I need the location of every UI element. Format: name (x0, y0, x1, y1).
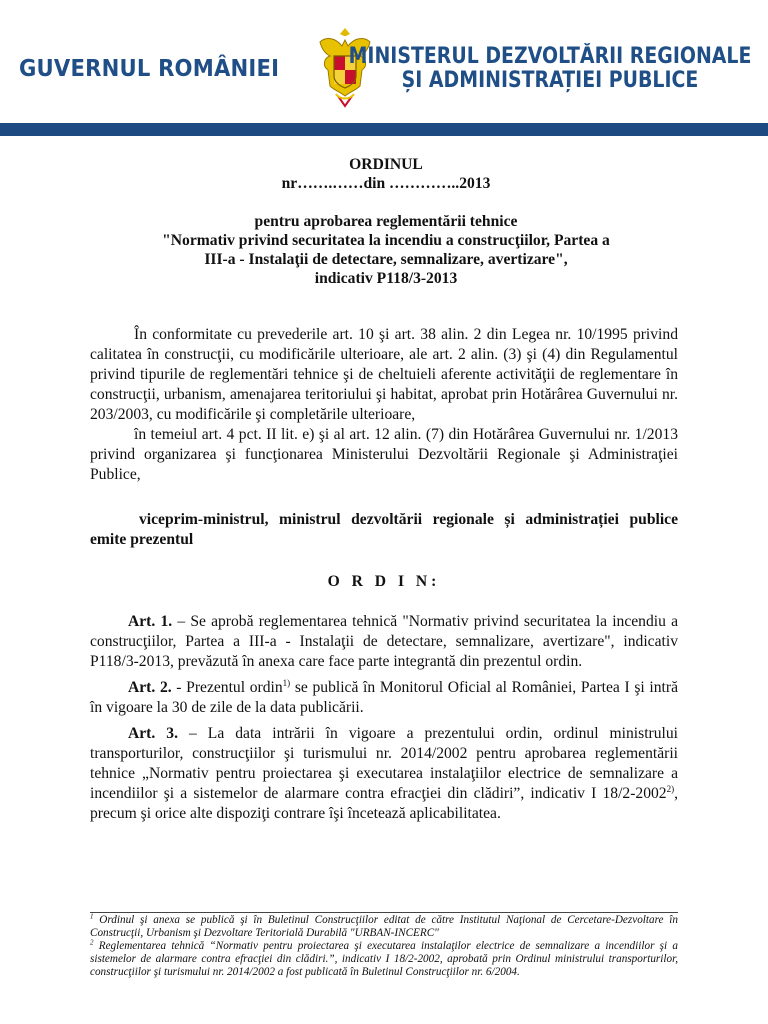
footnote-1-mark: 1 (90, 912, 94, 921)
article-3-label: Art. 3. (128, 725, 178, 742)
order-number: nr…….……din …………..2013 (281, 175, 491, 192)
header-band (0, 123, 768, 136)
article-1-label: Art. 1. (128, 613, 173, 630)
footnote-1-text: Ordinul şi anexa se publică şi în Buletinul Construcţiilor editat de către Institutul Naţional de Cercetare-Dezvoltare în Construcţii, Urbanism şi Dezvoltare Teritorială Durabilă "URBAN-INCERC" (90, 914, 678, 939)
letterhead (0, 0, 768, 138)
article-2 (90, 678, 678, 718)
subject-line-3: III-a - Instalaţii de detectare, semnalizare, avertizare", (204, 251, 568, 268)
article-2-text-a: - Prezentul ordin (171, 679, 283, 696)
footnote-2-mark: 2 (90, 938, 94, 947)
ordin-heading: O R D I N: (327, 573, 441, 590)
preamble-paragraph-2: în temeiul art. 4 pct. II lit. e) şi al art. 12 alin. (7) din Hotărârea Guvernului nr. 1/2013 privind organizarea şi funcţionarea Ministerului Dezvoltării Regionale şi Administraţiei Publice, (90, 426, 678, 483)
ministry-name-line1: MINISTERUL DEZVOLTĂRII REGIONALE (348, 44, 751, 69)
article-2-label: Art. 2. (128, 679, 172, 696)
document-body (90, 325, 678, 830)
article-1 (90, 612, 678, 672)
ministry-name (348, 45, 751, 93)
footnote-ref-1[interactable]: 1) (282, 677, 291, 688)
footnote-1 (90, 914, 678, 940)
footnotes (90, 914, 678, 979)
article-3-text-a: – La data intrării în vigoare a prezentului ordin, ordinul ministrului transporturilor, construcţiilor şi turismului nr. 2014/2002 pentru aprobarea reglementării tehnice „Normativ pentru proiectarea şi executarea instalaţiilor electrice de semnalizare a incendiilor şi a sistemelor de alarmare contra efracţiei din clădiri”, indicativ I 18/2-2002 (90, 725, 678, 802)
subject-line-1: pentru aprobarea reglementării tehnice (254, 213, 518, 230)
government-name: GUVERNUL ROMÂNIEI (19, 56, 280, 82)
order-heading: ORDINUL (349, 156, 423, 173)
article-1-text: – Se aprobă reglementarea tehnică "Normativ privind securitatea la incendiu a construcţiilor, Partea a III-a - Instalaţii de detectare, semnalizare, avertizare", indicativ P118/3-2013, prevăzută în anexa care face parte integrantă din prezentul ordin. (90, 613, 678, 670)
preamble-paragraph-1: În conformitate cu prevederile art. 10 şi art. 38 alin. 2 din Legea nr. 10/1995 privind calitatea în construcţii, cu modificările ulterioare, ale art. 2 alin. (3) şi (4) din Regulamentul privind tipurile de reglementări tehnice şi de cheltuieli aferente activităţii de reglementare în construcţii, urbanism, amenajarea teritoriului şi habitat, aprobat prin Hotărârea Guvernului nr. 203/2003, cu modificările şi completările ulterioare, (90, 326, 678, 423)
footnote-2-text: Reglementarea tehnică “Normativ pentru proiectarea şi executarea instalaţilor electrice de semnalizare a incendiilor şi a sistemelor de alarmare contra efracţiei din clădiri.”, indicativ I 18/2-2002, aprobată prin Ordinul ministrului transporturilor, construcţiilor şi turismului nr. 2014/2002 a fost publicată în Buletinul Construcţiilor nr. 6/2004. (90, 940, 678, 978)
issuer-paragraph: viceprim-ministrul, ministrul dezvoltării regionale și administrației publice emite prezentul (90, 511, 678, 548)
subject-line-4: indicativ P118/3-2013 (314, 270, 458, 287)
footnote-divider (90, 912, 678, 913)
order-title (96, 155, 676, 288)
article-3-text-b: , precum şi orice alte dispoziţi contrare îşi încetează aplicabilitatea. (90, 785, 678, 822)
ministry-name-line2: ȘI ADMINISTRAȚIEI PUBLICE (401, 68, 698, 93)
footnote-2 (90, 940, 678, 979)
subject-line-2: "Normativ privind securitatea la incendiu a construcţiilor, Partea a (162, 232, 610, 249)
footnote-ref-2[interactable]: 2) (666, 783, 675, 794)
article-2-text-b: se publică în Monitorul Oficial al României, Partea I şi intră în vigoare la 30 de zile de la data publicării. (90, 679, 678, 716)
article-3 (90, 724, 678, 824)
